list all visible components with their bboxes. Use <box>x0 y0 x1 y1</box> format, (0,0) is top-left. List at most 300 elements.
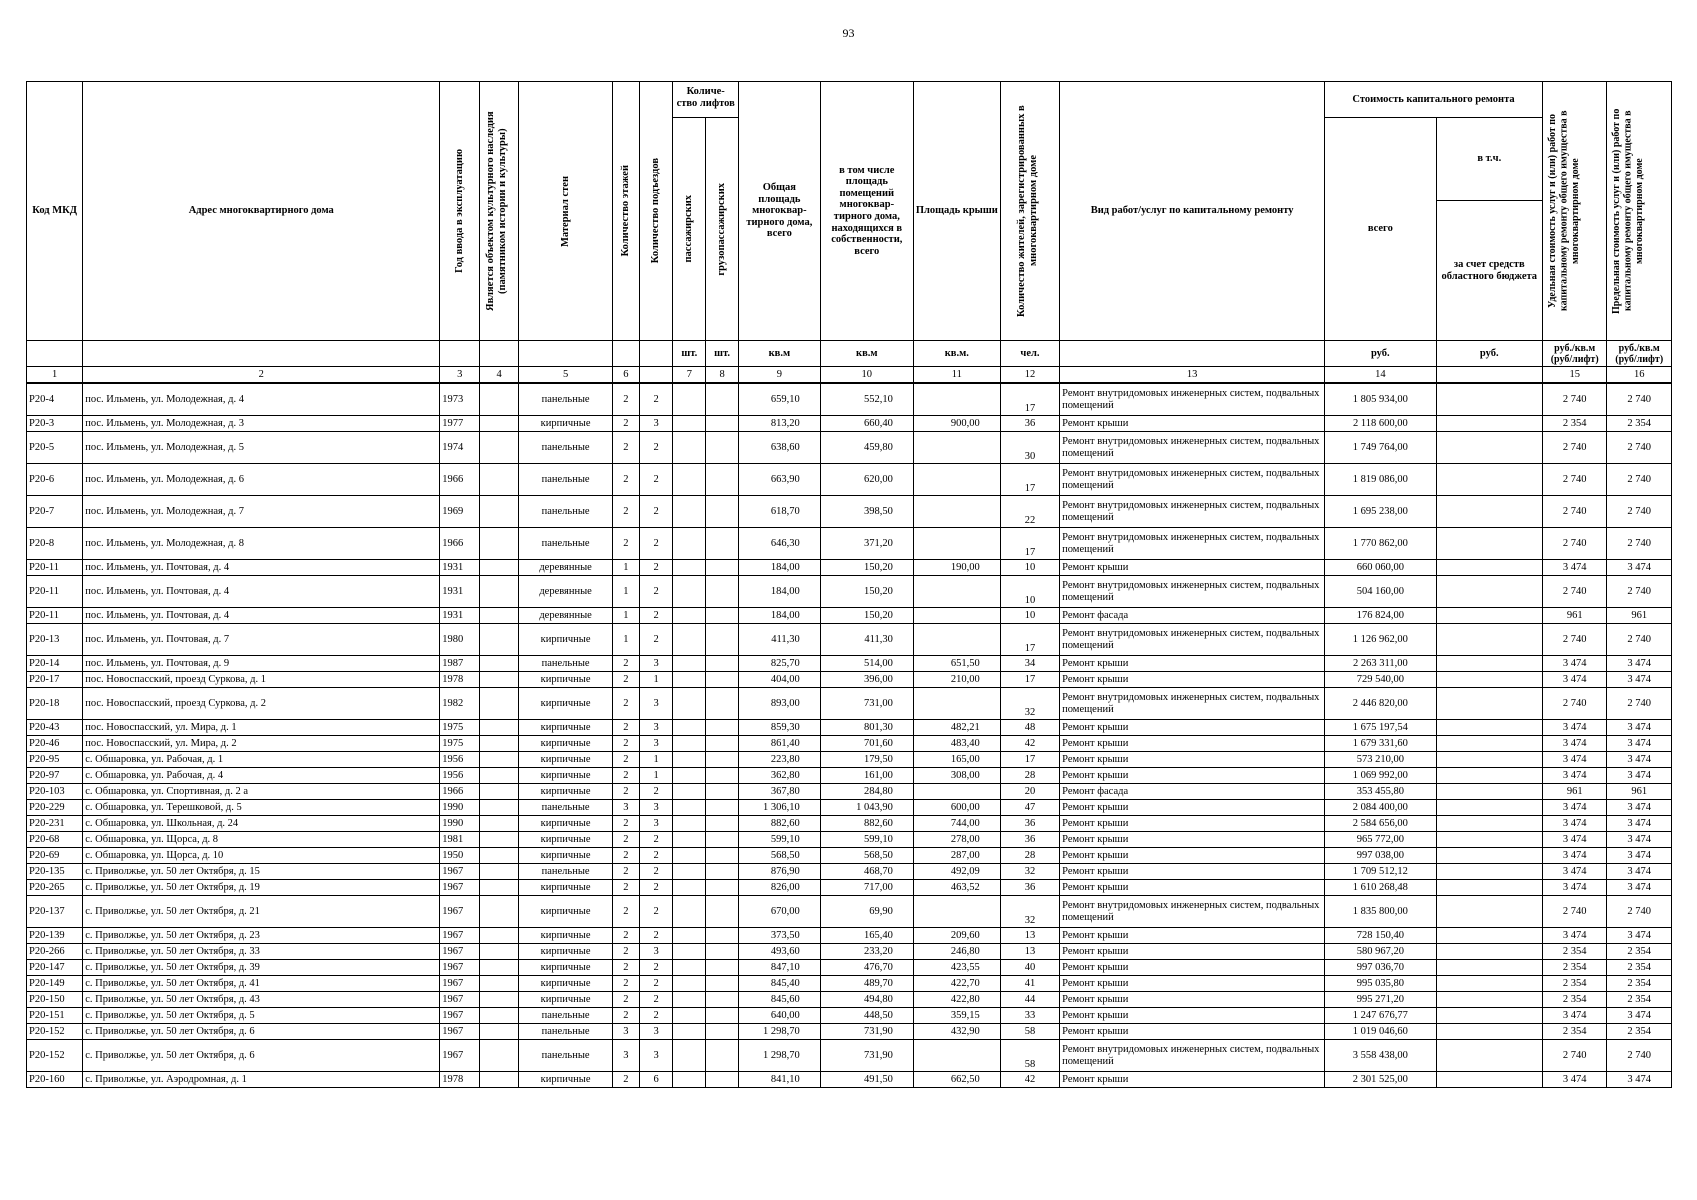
cell-max-cost: 961 <box>1607 784 1672 800</box>
cell-year: 1967 <box>440 928 480 944</box>
cell-work: Ремонт крыши <box>1060 800 1325 816</box>
cell-unit-cost: 3 474 <box>1542 768 1606 784</box>
cell-residents: 44 <box>1000 992 1059 1008</box>
column-number: 16 <box>1607 367 1672 384</box>
cell-walls: кирпичные <box>519 416 613 432</box>
cell-lifts-cargo <box>706 1040 739 1072</box>
cell-work: Ремонт внутридомовых инженерных систем, подвальных помещений <box>1060 624 1325 656</box>
unit-sqm-total: кв.м <box>738 341 820 367</box>
cell-heritage <box>480 736 519 752</box>
cell-cost-regional <box>1436 432 1542 464</box>
cell-heritage <box>480 896 519 928</box>
cell-unit-cost: 3 474 <box>1542 656 1606 672</box>
table-row <box>27 1024 1672 1040</box>
cell-total-area: 1 298,70 <box>738 1040 820 1072</box>
cell-work: Ремонт фасада <box>1060 608 1325 624</box>
header-heritage: Является объектом культурного наследия (памятником истории и культуры) <box>480 82 519 341</box>
cell-private-area: 398,50 <box>820 496 913 528</box>
cell-work: Ремонт крыши <box>1060 992 1325 1008</box>
cell-roof-area <box>913 784 1000 800</box>
column-number: 14 <box>1325 367 1437 384</box>
cell-floors: 2 <box>613 1072 640 1088</box>
cell-floors: 2 <box>613 976 640 992</box>
cell-total-area: 813,20 <box>738 416 820 432</box>
header-total-area: Общая площадь многоквар- тирного дома, всего <box>738 82 820 341</box>
cell-floors: 2 <box>613 752 640 768</box>
cell-total-area: 859,30 <box>738 720 820 736</box>
cell-max-cost: 2 740 <box>1607 688 1672 720</box>
cell-private-area: 476,70 <box>820 960 913 976</box>
cell-code: Р20-14 <box>27 656 83 672</box>
cell-work: Ремонт внутридомовых инженерных систем, подвальных помещений <box>1060 1040 1325 1072</box>
column-number: 4 <box>480 367 519 384</box>
cell-max-cost: 2 354 <box>1607 944 1672 960</box>
cell-cost-total: 1 610 268,48 <box>1325 880 1437 896</box>
cell-address: с. Приволжье, ул. 50 лет Октября, д. 15 <box>83 864 440 880</box>
cell-private-area: 165,40 <box>820 928 913 944</box>
cell-roof-area <box>913 624 1000 656</box>
cell-max-cost: 2 740 <box>1607 383 1672 416</box>
cell-cost-regional <box>1436 1008 1542 1024</box>
cell-code: Р20-43 <box>27 720 83 736</box>
cell-residents: 32 <box>1000 864 1059 880</box>
table-row <box>27 1008 1672 1024</box>
cell-private-area: 514,00 <box>820 656 913 672</box>
cell-address: пос. Ильмень, ул. Молодежная, д. 8 <box>83 528 440 560</box>
cell-work: Ремонт внутридомовых инженерных систем, подвальных помещений <box>1060 464 1325 496</box>
cell-code: Р20-103 <box>27 784 83 800</box>
cell-residents: 17 <box>1000 464 1059 496</box>
cell-code: Р20-95 <box>27 752 83 768</box>
cell-roof-area: 432,90 <box>913 1024 1000 1040</box>
cell-unit-cost: 3 474 <box>1542 1008 1606 1024</box>
cell-entrances: 3 <box>639 688 673 720</box>
cell-private-area: 491,50 <box>820 1072 913 1088</box>
cell-cost-regional <box>1436 752 1542 768</box>
cell-year: 1975 <box>440 736 480 752</box>
cell-cost-total: 997 038,00 <box>1325 848 1437 864</box>
cell-lifts-cargo <box>706 768 739 784</box>
cell-code: Р20-135 <box>27 864 83 880</box>
cell-total-area: 184,00 <box>738 560 820 576</box>
cell-year: 1987 <box>440 656 480 672</box>
cell-cost-regional <box>1436 560 1542 576</box>
cell-roof-area <box>913 1040 1000 1072</box>
table-row <box>27 560 1672 576</box>
cell-work: Ремонт внутридомовых инженерных систем, подвальных помещений <box>1060 432 1325 464</box>
header-residents: Количество жителей, зарегистрированных в многоквартирном доме <box>1000 82 1059 341</box>
cell-cost-total: 580 967,20 <box>1325 944 1437 960</box>
cell-walls: панельные <box>519 656 613 672</box>
cell-heritage <box>480 464 519 496</box>
cell-heritage <box>480 416 519 432</box>
cell-entrances: 2 <box>639 432 673 464</box>
cell-heritage <box>480 608 519 624</box>
cell-max-cost: 3 474 <box>1607 720 1672 736</box>
cell-lifts-passenger <box>673 1040 706 1072</box>
cell-lifts-passenger <box>673 672 706 688</box>
cell-lifts-cargo <box>706 944 739 960</box>
cell-lifts-passenger <box>673 720 706 736</box>
cell-unit-cost: 2 740 <box>1542 576 1606 608</box>
cell-cost-regional <box>1436 864 1542 880</box>
unit-sqm-private: кв.м <box>820 341 913 367</box>
cell-cost-total: 1 679 331,60 <box>1325 736 1437 752</box>
cell-year: 1969 <box>440 496 480 528</box>
cell-unit-cost: 961 <box>1542 784 1606 800</box>
cell-work: Ремонт крыши <box>1060 720 1325 736</box>
cell-lifts-passenger <box>673 608 706 624</box>
cell-unit-cost: 3 474 <box>1542 1072 1606 1088</box>
cell-entrances: 3 <box>639 416 673 432</box>
cell-cost-regional <box>1436 383 1542 416</box>
cell-private-area: 494,80 <box>820 992 913 1008</box>
cell-cost-regional <box>1436 656 1542 672</box>
cell-roof-area: 209,60 <box>913 928 1000 944</box>
cell-total-area: 184,00 <box>738 576 820 608</box>
cell-lifts-passenger <box>673 1024 706 1040</box>
header-walls: Материал стен <box>519 82 613 341</box>
cell-cost-total: 2 301 525,00 <box>1325 1072 1437 1088</box>
cell-max-cost: 3 474 <box>1607 800 1672 816</box>
cell-floors: 2 <box>613 432 640 464</box>
cell-work: Ремонт крыши <box>1060 1008 1325 1024</box>
cell-heritage <box>480 832 519 848</box>
column-number: 11 <box>913 367 1000 384</box>
cell-unit-cost: 3 474 <box>1542 752 1606 768</box>
cell-residents: 42 <box>1000 736 1059 752</box>
cell-address: пос. Ильмень, ул. Почтовая, д. 4 <box>83 576 440 608</box>
cell-heritage <box>480 1024 519 1040</box>
cell-residents: 48 <box>1000 720 1059 736</box>
cell-code: Р20-4 <box>27 383 83 416</box>
cell-work: Ремонт крыши <box>1060 928 1325 944</box>
cell-roof-area <box>913 464 1000 496</box>
unit-people: чел. <box>1000 341 1059 367</box>
cell-cost-regional <box>1436 624 1542 656</box>
cell-lifts-passenger <box>673 768 706 784</box>
cell-lifts-cargo <box>706 656 739 672</box>
cell-total-area: 367,80 <box>738 784 820 800</box>
table-row <box>27 976 1672 992</box>
cell-unit-cost: 2 740 <box>1542 464 1606 496</box>
table-row <box>27 784 1672 800</box>
cell-cost-total: 1 126 962,00 <box>1325 624 1437 656</box>
cell-walls: кирпичные <box>519 848 613 864</box>
cell-cost-total: 1 805 934,00 <box>1325 383 1437 416</box>
cell-entrances: 2 <box>639 864 673 880</box>
cell-cost-total: 2 118 600,00 <box>1325 416 1437 432</box>
cell-heritage <box>480 496 519 528</box>
cell-entrances: 2 <box>639 576 673 608</box>
cell-entrances: 3 <box>639 800 673 816</box>
cell-unit-cost: 3 474 <box>1542 880 1606 896</box>
cell-private-area: 448,50 <box>820 1008 913 1024</box>
cell-lifts-cargo <box>706 896 739 928</box>
cell-roof-area <box>913 383 1000 416</box>
cell-code: Р20-137 <box>27 896 83 928</box>
table-row <box>27 464 1672 496</box>
cell-work: Ремонт внутридомовых инженерных систем, подвальных помещений <box>1060 576 1325 608</box>
cell-max-cost: 3 474 <box>1607 816 1672 832</box>
cell-unit-cost: 3 474 <box>1542 560 1606 576</box>
cell-walls: кирпичные <box>519 928 613 944</box>
cell-residents: 36 <box>1000 816 1059 832</box>
cell-roof-area: 308,00 <box>913 768 1000 784</box>
cell-lifts-cargo <box>706 416 739 432</box>
cell-address: с. Приволжье, ул. 50 лет Октября, д. 23 <box>83 928 440 944</box>
cell-floors: 2 <box>613 416 640 432</box>
table-row <box>27 1040 1672 1072</box>
cell-max-cost: 2 740 <box>1607 528 1672 560</box>
cell-private-area: 459,80 <box>820 432 913 464</box>
cell-total-area: 861,40 <box>738 736 820 752</box>
cell-heritage <box>480 752 519 768</box>
cell-cost-regional <box>1436 928 1542 944</box>
cell-year: 1978 <box>440 672 480 688</box>
cell-year: 1967 <box>440 992 480 1008</box>
cell-year: 1982 <box>440 688 480 720</box>
cell-lifts-passenger <box>673 816 706 832</box>
cell-unit-cost: 2 740 <box>1542 896 1606 928</box>
cell-floors: 2 <box>613 496 640 528</box>
unit-rub-regional: руб. <box>1436 341 1542 367</box>
cell-max-cost: 3 474 <box>1607 736 1672 752</box>
cell-residents: 17 <box>1000 624 1059 656</box>
cell-entrances: 1 <box>639 672 673 688</box>
cell-unit-cost: 2 354 <box>1542 1024 1606 1040</box>
cell-private-area: 69,90 <box>820 896 913 928</box>
cell-work: Ремонт крыши <box>1060 816 1325 832</box>
header-max-cost: Предельная стоимость услуг и (или) работ по капитальному ремонту общего имущества в многоквартирном доме <box>1607 82 1672 341</box>
cell-private-area: 731,00 <box>820 688 913 720</box>
cell-code: Р20-139 <box>27 928 83 944</box>
cell-private-area: 233,20 <box>820 944 913 960</box>
header-floors: Количество этажей <box>613 82 640 341</box>
cell-year: 1931 <box>440 560 480 576</box>
cell-lifts-cargo <box>706 992 739 1008</box>
cell-work: Ремонт внутридомовых инженерных систем, подвальных помещений <box>1060 528 1325 560</box>
cell-residents: 41 <box>1000 976 1059 992</box>
cell-floors: 3 <box>613 1024 640 1040</box>
cell-address: пос. Ильмень, ул. Почтовая, д. 9 <box>83 656 440 672</box>
cell-roof-area: 900,00 <box>913 416 1000 432</box>
cell-cost-total: 1 770 862,00 <box>1325 528 1437 560</box>
cell-year: 1978 <box>440 1072 480 1088</box>
cell-floors: 2 <box>613 1008 640 1024</box>
cell-heritage <box>480 768 519 784</box>
table-row <box>27 496 1672 528</box>
cell-total-area: 825,70 <box>738 656 820 672</box>
cell-code: Р20-152 <box>27 1040 83 1072</box>
cell-heritage <box>480 656 519 672</box>
cell-lifts-passenger <box>673 624 706 656</box>
cell-address: с. Приволжье, ул. 50 лет Октября, д. 6 <box>83 1040 440 1072</box>
cell-code: Р20-17 <box>27 672 83 688</box>
cell-lifts-passenger <box>673 560 706 576</box>
cell-work: Ремонт фасада <box>1060 784 1325 800</box>
cell-year: 1990 <box>440 800 480 816</box>
cell-heritage <box>480 576 519 608</box>
table-row <box>27 383 1672 416</box>
cell-walls: кирпичные <box>519 624 613 656</box>
cell-unit-cost: 3 474 <box>1542 736 1606 752</box>
cell-code: Р20-266 <box>27 944 83 960</box>
cell-work: Ремонт крыши <box>1060 976 1325 992</box>
cell-max-cost: 3 474 <box>1607 848 1672 864</box>
cell-private-area: 489,70 <box>820 976 913 992</box>
cell-cost-regional <box>1436 736 1542 752</box>
cell-residents: 32 <box>1000 688 1059 720</box>
cell-address: с. Обшаровка, ул. Терешковой, д. 5 <box>83 800 440 816</box>
cell-cost-regional <box>1436 672 1542 688</box>
cell-walls: панельные <box>519 383 613 416</box>
cell-lifts-cargo <box>706 1024 739 1040</box>
header-entrances: Количество подъездов <box>639 82 673 341</box>
cell-total-area: 638,60 <box>738 432 820 464</box>
cell-residents: 28 <box>1000 768 1059 784</box>
cell-total-area: 373,50 <box>738 928 820 944</box>
cell-heritage <box>480 848 519 864</box>
cell-entrances: 2 <box>639 496 673 528</box>
cell-work: Ремонт крыши <box>1060 880 1325 896</box>
cell-code: Р20-11 <box>27 576 83 608</box>
cell-work: Ремонт внутридомовых инженерных систем, подвальных помещений <box>1060 896 1325 928</box>
cell-heritage <box>480 383 519 416</box>
column-number: 15 <box>1542 367 1606 384</box>
cell-cost-total: 729 540,00 <box>1325 672 1437 688</box>
cell-cost-regional <box>1436 576 1542 608</box>
cell-residents: 58 <box>1000 1024 1059 1040</box>
cell-unit-cost: 2 740 <box>1542 383 1606 416</box>
table-row <box>27 672 1672 688</box>
cell-cost-regional <box>1436 976 1542 992</box>
header-year: Год ввода в эксплуатацию <box>440 82 480 341</box>
cell-code: Р20-149 <box>27 976 83 992</box>
cell-total-area: 1 298,70 <box>738 1024 820 1040</box>
column-number <box>1436 367 1542 384</box>
cell-entrances: 2 <box>639 784 673 800</box>
cell-max-cost: 3 474 <box>1607 832 1672 848</box>
cell-unit-cost: 3 474 <box>1542 832 1606 848</box>
cell-walls: панельные <box>519 496 613 528</box>
cell-private-area: 568,50 <box>820 848 913 864</box>
cell-lifts-cargo <box>706 608 739 624</box>
cell-year: 1973 <box>440 383 480 416</box>
cell-cost-total: 1 709 512,12 <box>1325 864 1437 880</box>
cell-max-cost: 2 740 <box>1607 896 1672 928</box>
cell-walls: кирпичные <box>519 688 613 720</box>
cell-address: с. Обшаровка, ул. Спортивная, д. 2 а <box>83 784 440 800</box>
cell-address: пос. Ильмень, ул. Почтовая, д. 4 <box>83 608 440 624</box>
cell-code: Р20-152 <box>27 1024 83 1040</box>
cell-entrances: 3 <box>639 736 673 752</box>
table-row <box>27 768 1672 784</box>
header-code: Код МКД <box>27 82 83 341</box>
cell-total-area: 826,00 <box>738 880 820 896</box>
cell-walls: панельные <box>519 464 613 496</box>
cell-heritage <box>480 928 519 944</box>
cell-lifts-passenger <box>673 416 706 432</box>
cell-residents: 32 <box>1000 896 1059 928</box>
cell-year: 1966 <box>440 464 480 496</box>
cell-unit-cost: 3 474 <box>1542 864 1606 880</box>
cell-unit-cost: 3 474 <box>1542 848 1606 864</box>
column-number: 8 <box>706 367 739 384</box>
cell-roof-area <box>913 576 1000 608</box>
cell-residents: 10 <box>1000 560 1059 576</box>
cell-roof-area: 482,21 <box>913 720 1000 736</box>
cell-residents: 17 <box>1000 752 1059 768</box>
cell-heritage <box>480 960 519 976</box>
cell-year: 1974 <box>440 432 480 464</box>
cell-work: Ремонт крыши <box>1060 848 1325 864</box>
cell-floors: 2 <box>613 816 640 832</box>
cell-max-cost: 2 740 <box>1607 624 1672 656</box>
cell-entrances: 2 <box>639 608 673 624</box>
cell-floors: 1 <box>613 576 640 608</box>
cell-entrances: 2 <box>639 928 673 944</box>
cell-private-area: 701,60 <box>820 736 913 752</box>
cell-year: 1966 <box>440 528 480 560</box>
cell-unit-cost: 2 354 <box>1542 976 1606 992</box>
cell-floors: 2 <box>613 944 640 960</box>
cell-walls: кирпичные <box>519 720 613 736</box>
cell-code: Р20-6 <box>27 464 83 496</box>
table-row <box>27 416 1672 432</box>
cell-cost-regional <box>1436 1072 1542 1088</box>
table-row <box>27 752 1672 768</box>
cell-code: Р20-18 <box>27 688 83 720</box>
column-number: 1 <box>27 367 83 384</box>
cell-cost-regional <box>1436 496 1542 528</box>
cell-cost-total: 1 019 046,60 <box>1325 1024 1437 1040</box>
cell-lifts-passenger <box>673 464 706 496</box>
cell-address: с. Приволжье, ул. Аэродромная, д. 1 <box>83 1072 440 1088</box>
cell-walls: кирпичные <box>519 832 613 848</box>
cell-address: пос. Ильмень, ул. Почтовая, д. 4 <box>83 560 440 576</box>
cell-floors: 2 <box>613 768 640 784</box>
cell-entrances: 1 <box>639 768 673 784</box>
cell-entrances: 2 <box>639 960 673 976</box>
cell-cost-regional <box>1436 816 1542 832</box>
cell-year: 1975 <box>440 720 480 736</box>
cell-private-area: 150,20 <box>820 608 913 624</box>
cell-cost-regional <box>1436 832 1542 848</box>
header-lifts-cargo: грузопассажирских <box>706 118 739 341</box>
cell-heritage <box>480 432 519 464</box>
cell-lifts-passenger <box>673 896 706 928</box>
cell-address: с. Приволжье, ул. 50 лет Октября, д. 43 <box>83 992 440 1008</box>
cell-lifts-passenger <box>673 752 706 768</box>
cell-private-area: 620,00 <box>820 464 913 496</box>
cell-walls: кирпичные <box>519 752 613 768</box>
cell-private-area: 801,30 <box>820 720 913 736</box>
cell-work: Ремонт крыши <box>1060 416 1325 432</box>
cell-total-area: 841,10 <box>738 1072 820 1088</box>
cell-cost-regional <box>1436 896 1542 928</box>
cell-lifts-cargo <box>706 560 739 576</box>
cell-lifts-passenger <box>673 496 706 528</box>
cell-residents: 22 <box>1000 496 1059 528</box>
cell-lifts-passenger <box>673 928 706 944</box>
cell-residents: 33 <box>1000 1008 1059 1024</box>
cell-roof-area <box>913 896 1000 928</box>
cell-floors: 2 <box>613 383 640 416</box>
cell-private-area: 284,80 <box>820 784 913 800</box>
cell-walls: панельные <box>519 432 613 464</box>
cell-unit-cost: 2 740 <box>1542 624 1606 656</box>
